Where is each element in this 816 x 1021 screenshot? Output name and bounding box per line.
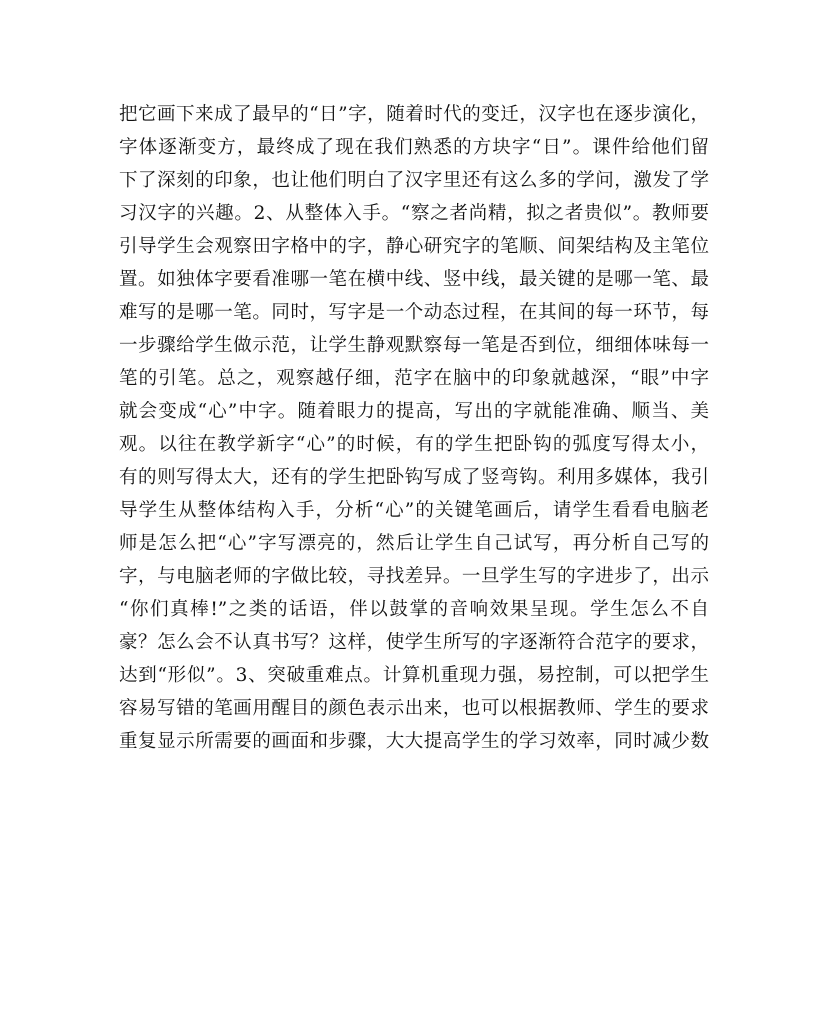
text-line-13: 导学生从整体结构入手，分析“心”的关键笔画后，请学生看看电脑老 <box>119 500 709 521</box>
text-line-5: 引导学生会观察田字格中的字，静心研究字的笔顺、间架结构及主笔位 <box>119 236 709 257</box>
text-line-10: 就会变成“心”中字。随着眼力的提高，写出的字就能准确、顺当、美 <box>119 401 709 422</box>
text-line-8: 一步骤给学生做示范，让学生静观默察每一笔是否到位，细细体味每一 <box>119 335 709 356</box>
text-line-18: 达到“形似”。3、突破重难点。计算机重现力强，易控制，可以把学生 <box>119 665 709 686</box>
text-line-6: 置。如独体字要看准哪一笔在横中线、竖中线，最关键的是哪一笔、最 <box>119 269 709 290</box>
text-line-4: 习汉字的兴趣。2、从整体入手。“察之者尚精，拟之者贵似”。教师要 <box>119 203 709 224</box>
text-line-3: 下了深刻的印象，也让他们明白了汉字里还有这么多的学问，激发了学 <box>119 170 709 191</box>
text-line-17: 豪？怎么会不认真书写？这样，使学生所写的字逐渐符合范字的要求， <box>119 632 709 653</box>
text-line-9: 笔的引笔。总之，观察越仔细，范字在脑中的印象就越深，“眼”中字 <box>119 368 709 389</box>
text-line-14: 师是怎么把“心”字写漂亮的，然后让学生自己试写，再分析自己写的 <box>119 533 709 554</box>
text-line-2: 字体逐渐变方，最终成了现在我们熟悉的方块字“日”。课件给他们留 <box>119 137 709 158</box>
text-line-19: 容易写错的笔画用醒目的颜色表示出来，也可以根据教师、学生的要求 <box>119 698 709 719</box>
text-line-20: 重复显示所需要的画面和步骤，大大提高学生的学习效率，同时减少数 <box>119 731 709 752</box>
text-line-16: “你们真棒!”之类的话语，伴以鼓掌的音响效果呈现。学生怎么不自 <box>119 599 709 620</box>
text-line-11: 观。以往在教学新字“心”的时候，有的学生把卧钩的弧度写得太小， <box>119 434 709 455</box>
text-line-12: 有的则写得太大，还有的学生把卧钩写成了竖弯钩。利用多媒体，我引 <box>119 467 709 488</box>
text-line-1: 把它画下来成了最早的“日”字，随着时代的变迁，汉字也在逐步演化， <box>119 104 709 125</box>
text-line-15: 字，与电脑老师的字做比较，寻找差异。一旦学生写的字进步了，出示 <box>119 566 709 587</box>
text-line-7: 难写的是哪一笔。同时，写字是一个动态过程，在其间的每一环节，每 <box>119 302 709 323</box>
body-text <box>119 98 709 758</box>
